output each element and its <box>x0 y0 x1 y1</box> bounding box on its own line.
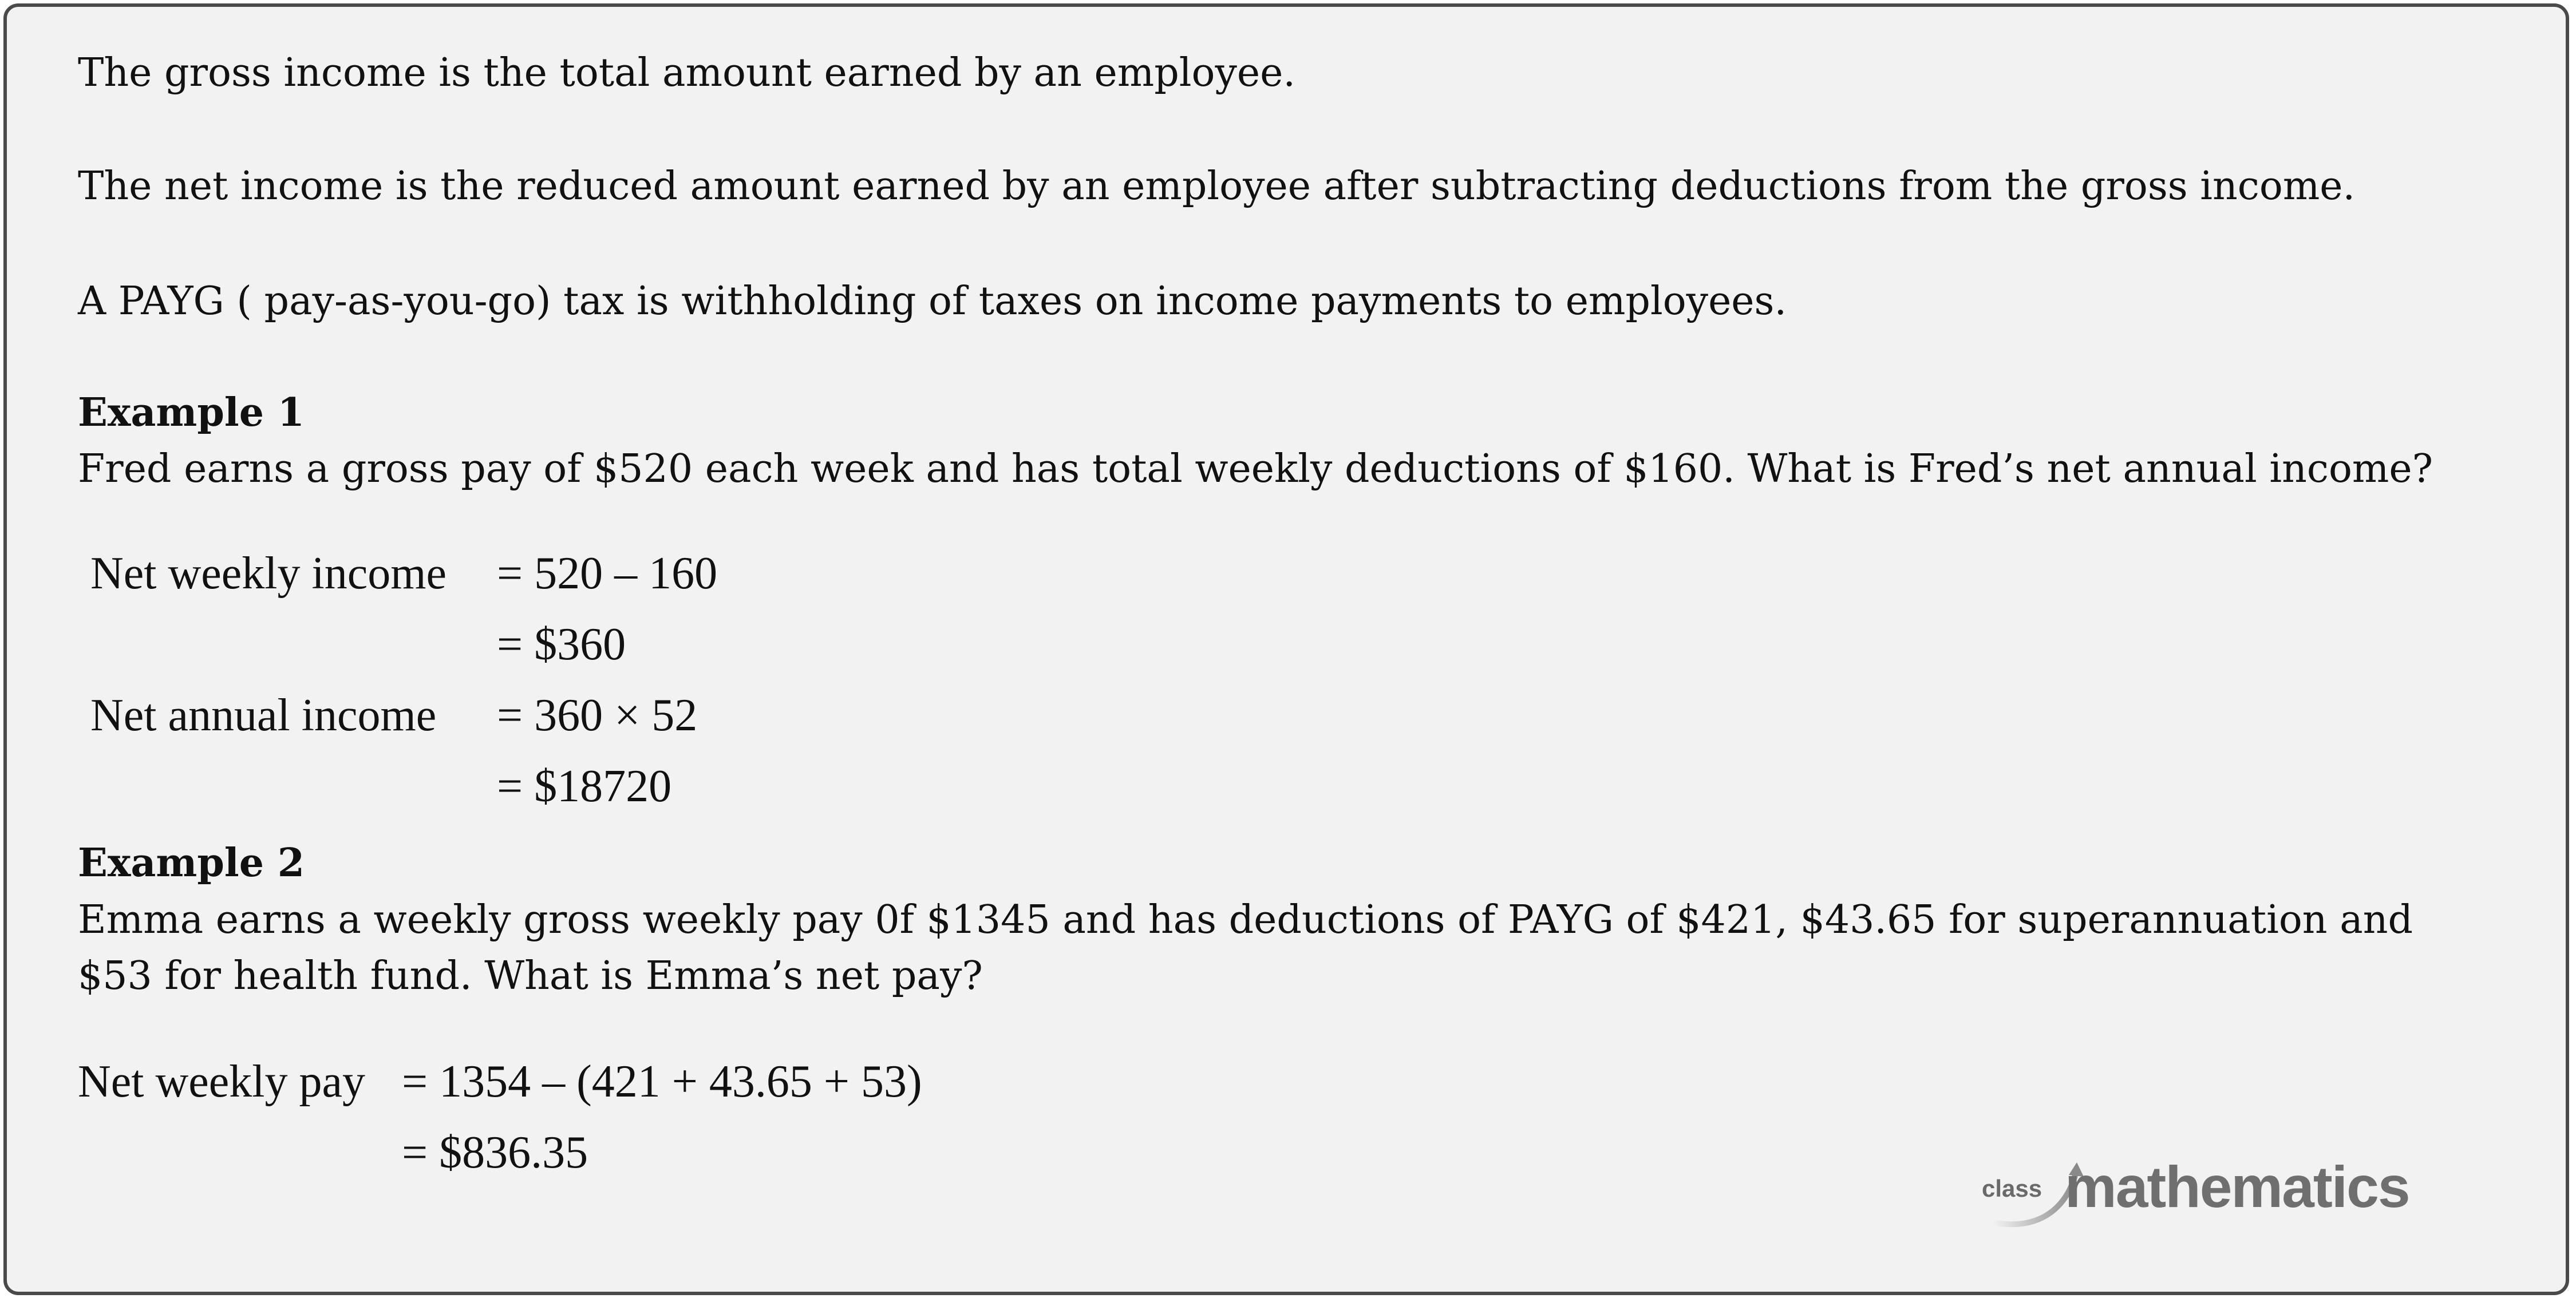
definition-gross-income: The gross income is the total amount earned by an employee. <box>78 50 1295 96</box>
example-2-question-line-2: $53 for health fund. What is Emma’s net pay? <box>78 953 983 999</box>
example-1-expr-annual-result: = $18720 <box>497 761 672 812</box>
class-mathematics-logo <box>1970 1145 2486 1237</box>
example-1-heading: Example 1 <box>78 390 305 436</box>
logo-prefix: class <box>1982 1175 2042 1202</box>
example-2-expr-net-pay: = 1354 – (421 + 43.65 + 53) <box>402 1056 922 1107</box>
example-2-heading: Example 2 <box>78 840 305 886</box>
example-1-question: Fred earns a gross pay of $520 each week and has total weekly deductions of $160. What is Fred’s net annual income? <box>78 446 2433 492</box>
example-2-label-net-pay: Net weekly pay <box>78 1056 366 1107</box>
example-1-expr-weekly-result: = $360 <box>497 619 626 670</box>
logo-name: mathematics <box>2065 1154 2409 1220</box>
example-1-label-weekly: Net weekly income <box>90 548 447 599</box>
example-1-expr-weekly: = 520 – 160 <box>497 548 718 599</box>
definition-net-income: The net income is the reduced amount earned by an employee after subtracting deductions from the gross income. <box>78 164 2356 209</box>
example-2-expr-net-pay-result: = $836.35 <box>402 1127 588 1178</box>
example-2-question-line-1: Emma earns a weekly gross weekly pay 0f $1345 and has deductions of PAYG of $421, $43.65 for superannuation and <box>78 897 2413 943</box>
example-1-expr-annual: = 360 × 52 <box>497 690 698 741</box>
definition-payg: A PAYG ( pay-as-you-go) tax is withholding of taxes on income payments to employees. <box>78 279 1787 324</box>
lesson-card <box>3 3 2569 1295</box>
example-1-label-annual: Net annual income <box>90 690 437 741</box>
